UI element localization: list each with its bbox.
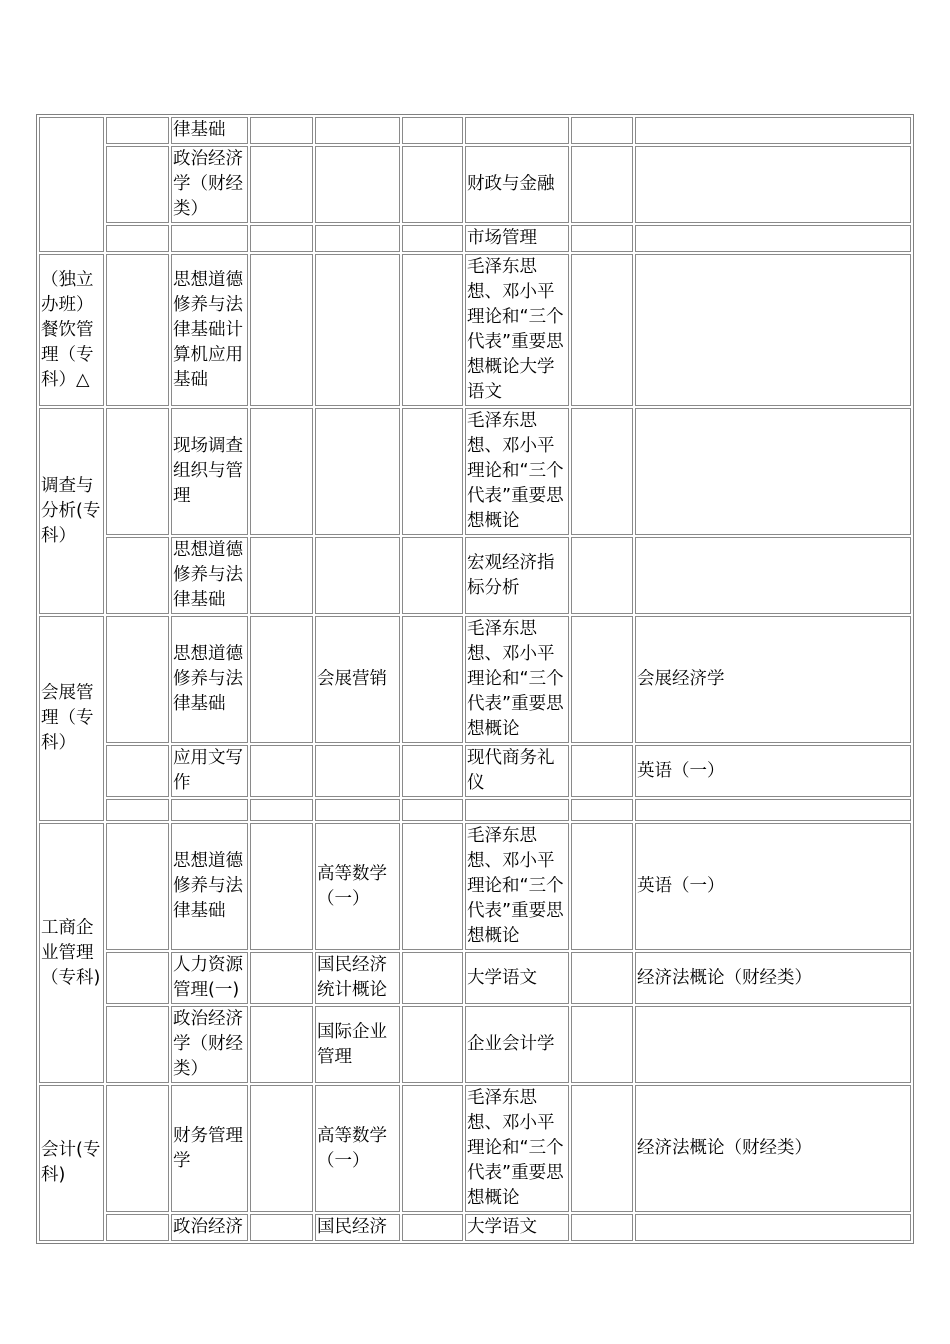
course-cell-col1 bbox=[106, 537, 169, 614]
course-cell-col6: 企业会计学 bbox=[465, 1006, 569, 1083]
course-table-body bbox=[39, 117, 911, 1241]
course-cell-col8 bbox=[635, 408, 911, 535]
course-cell-col2: 政治经济学（财经类） bbox=[171, 146, 248, 223]
course-cell-col1 bbox=[106, 146, 169, 223]
course-cell-col6: 毛泽东思想、邓小平理论和“三个代表”重要思想概论 bbox=[465, 1085, 569, 1212]
course-cell-col7 bbox=[571, 537, 633, 614]
course-cell-col3 bbox=[250, 117, 313, 144]
course-cell-col4 bbox=[315, 225, 400, 252]
major-name-cell: 会计(专科) bbox=[39, 1085, 104, 1241]
course-cell-col5 bbox=[402, 1006, 463, 1083]
course-cell-col8 bbox=[635, 254, 911, 406]
course-cell-col7 bbox=[571, 745, 633, 797]
course-cell-col4 bbox=[315, 146, 400, 223]
course-cell-col1 bbox=[106, 823, 169, 950]
course-cell-col6: 市场管理 bbox=[465, 225, 569, 252]
course-cell-col7 bbox=[571, 1006, 633, 1083]
course-cell-col2: 思想道德修养与法律基础 bbox=[171, 616, 248, 743]
table-row bbox=[39, 1085, 911, 1212]
course-cell-col2: 应用文写作 bbox=[171, 745, 248, 797]
course-cell-col3 bbox=[250, 952, 313, 1004]
course-cell-col6: 财政与金融 bbox=[465, 146, 569, 223]
major-name-cell: 工商企业管理（专科) bbox=[39, 823, 104, 1083]
course-cell-col1 bbox=[106, 616, 169, 743]
major-name-cell bbox=[39, 117, 104, 252]
course-cell-col2: 思想道德修养与法律基础计算机应用基础 bbox=[171, 254, 248, 406]
course-cell-col7 bbox=[571, 616, 633, 743]
course-cell-col1 bbox=[106, 1006, 169, 1083]
course-cell-col7 bbox=[571, 1214, 633, 1241]
course-cell-col2: 律基础 bbox=[171, 117, 248, 144]
course-cell-col8 bbox=[635, 1214, 911, 1241]
course-cell-col5 bbox=[402, 408, 463, 535]
course-cell-col8: 会展经济学 bbox=[635, 616, 911, 743]
table-row bbox=[39, 117, 911, 144]
course-cell-col2: 财务管理学 bbox=[171, 1085, 248, 1212]
course-cell-col5 bbox=[402, 616, 463, 743]
course-cell-col2: 思想道德修养与法律基础 bbox=[171, 537, 248, 614]
course-cell-col4: 高等数学（一） bbox=[315, 1085, 400, 1212]
course-cell-col5 bbox=[402, 1085, 463, 1212]
course-cell-col5 bbox=[402, 823, 463, 950]
course-cell-col7 bbox=[571, 1085, 633, 1212]
course-cell-col5 bbox=[402, 1214, 463, 1241]
course-cell-col7 bbox=[571, 225, 633, 252]
course-cell-col2: 政治经济学（财经类） bbox=[171, 1006, 248, 1083]
table-row bbox=[39, 799, 911, 821]
course-cell-col1 bbox=[106, 254, 169, 406]
course-cell-col7 bbox=[571, 254, 633, 406]
table-row bbox=[39, 616, 911, 743]
major-name-cell: 调查与分析(专科） bbox=[39, 408, 104, 614]
course-cell-col7 bbox=[571, 799, 633, 821]
table-row bbox=[39, 952, 911, 1004]
course-cell-col3 bbox=[250, 1006, 313, 1083]
course-cell-col3 bbox=[250, 225, 313, 252]
table-row bbox=[39, 745, 911, 797]
course-cell-col2 bbox=[171, 799, 248, 821]
table-row bbox=[39, 225, 911, 252]
course-cell-col2: 思想道德修养与法律基础 bbox=[171, 823, 248, 950]
course-cell-col1 bbox=[106, 225, 169, 252]
course-cell-col5 bbox=[402, 254, 463, 406]
course-cell-col4 bbox=[315, 537, 400, 614]
major-name-cell: 会展管理（专科） bbox=[39, 616, 104, 821]
course-cell-col3 bbox=[250, 745, 313, 797]
course-cell-col8: 英语（一） bbox=[635, 745, 911, 797]
course-cell-col4 bbox=[315, 799, 400, 821]
course-cell-col8 bbox=[635, 117, 911, 144]
course-cell-col1 bbox=[106, 408, 169, 535]
course-cell-col8 bbox=[635, 146, 911, 223]
course-cell-col7 bbox=[571, 146, 633, 223]
course-cell-col8 bbox=[635, 225, 911, 252]
course-cell-col3 bbox=[250, 146, 313, 223]
table-row bbox=[39, 1006, 911, 1083]
course-schedule-table bbox=[36, 114, 914, 1244]
course-cell-col1 bbox=[106, 1085, 169, 1212]
course-cell-col8 bbox=[635, 537, 911, 614]
course-cell-col6 bbox=[465, 799, 569, 821]
course-cell-col7 bbox=[571, 408, 633, 535]
course-cell-col6: 宏观经济指标分析 bbox=[465, 537, 569, 614]
course-cell-col8: 经济法概论（财经类） bbox=[635, 1085, 911, 1212]
course-cell-col3 bbox=[250, 1085, 313, 1212]
course-cell-col7 bbox=[571, 117, 633, 144]
course-cell-col4: 会展营销 bbox=[315, 616, 400, 743]
course-cell-col4 bbox=[315, 254, 400, 406]
course-cell-col5 bbox=[402, 745, 463, 797]
course-cell-col5 bbox=[402, 952, 463, 1004]
course-cell-col6: 毛泽东思想、邓小平理论和“三个代表”重要思想概论 bbox=[465, 408, 569, 535]
course-cell-col1 bbox=[106, 952, 169, 1004]
course-cell-col3 bbox=[250, 254, 313, 406]
course-cell-col3 bbox=[250, 616, 313, 743]
course-cell-col2 bbox=[171, 225, 248, 252]
course-cell-col3 bbox=[250, 799, 313, 821]
course-cell-col4: 国际企业管理 bbox=[315, 1006, 400, 1083]
course-cell-col4: 国民经济 bbox=[315, 1214, 400, 1241]
course-cell-col8: 经济法概论（财经类） bbox=[635, 952, 911, 1004]
course-cell-col5 bbox=[402, 146, 463, 223]
course-cell-col8 bbox=[635, 799, 911, 821]
course-cell-col4: 国民经济统计概论 bbox=[315, 952, 400, 1004]
course-cell-col4: 高等数学（一） bbox=[315, 823, 400, 950]
course-cell-col2: 人力资源管理(一) bbox=[171, 952, 248, 1004]
course-cell-col1 bbox=[106, 117, 169, 144]
course-cell-col8: 英语（一） bbox=[635, 823, 911, 950]
table-row bbox=[39, 146, 911, 223]
course-cell-col6: 毛泽东思想、邓小平理论和“三个代表”重要思想概论大学语文 bbox=[465, 254, 569, 406]
course-cell-col8 bbox=[635, 1006, 911, 1083]
course-cell-col3 bbox=[250, 408, 313, 535]
course-cell-col5 bbox=[402, 537, 463, 614]
table-row bbox=[39, 1214, 911, 1241]
table-row bbox=[39, 254, 911, 406]
course-cell-col1 bbox=[106, 1214, 169, 1241]
course-cell-col6: 毛泽东思想、邓小平理论和“三个代表”重要思想概论 bbox=[465, 616, 569, 743]
course-cell-col3 bbox=[250, 823, 313, 950]
course-cell-col6: 大学语文 bbox=[465, 952, 569, 1004]
table-row bbox=[39, 408, 911, 535]
course-cell-col6 bbox=[465, 117, 569, 144]
course-cell-col4 bbox=[315, 117, 400, 144]
course-cell-col7 bbox=[571, 952, 633, 1004]
course-cell-col6: 毛泽东思想、邓小平理论和“三个代表”重要思想概论 bbox=[465, 823, 569, 950]
table-row bbox=[39, 823, 911, 950]
course-cell-col1 bbox=[106, 745, 169, 797]
course-cell-col4 bbox=[315, 408, 400, 535]
table-row bbox=[39, 537, 911, 614]
course-cell-col5 bbox=[402, 799, 463, 821]
course-cell-col6: 大学语文 bbox=[465, 1214, 569, 1241]
course-cell-col7 bbox=[571, 823, 633, 950]
course-cell-col6: 现代商务礼仪 bbox=[465, 745, 569, 797]
course-cell-col4 bbox=[315, 745, 400, 797]
course-cell-col3 bbox=[250, 1214, 313, 1241]
course-cell-col3 bbox=[250, 537, 313, 614]
course-cell-col1 bbox=[106, 799, 169, 821]
course-cell-col5 bbox=[402, 117, 463, 144]
course-cell-col2: 政治经济 bbox=[171, 1214, 248, 1241]
major-name-cell: （独立办班）餐饮管理（专科）△ bbox=[39, 254, 104, 406]
course-cell-col2: 现场调查组织与管理 bbox=[171, 408, 248, 535]
course-cell-col5 bbox=[402, 225, 463, 252]
